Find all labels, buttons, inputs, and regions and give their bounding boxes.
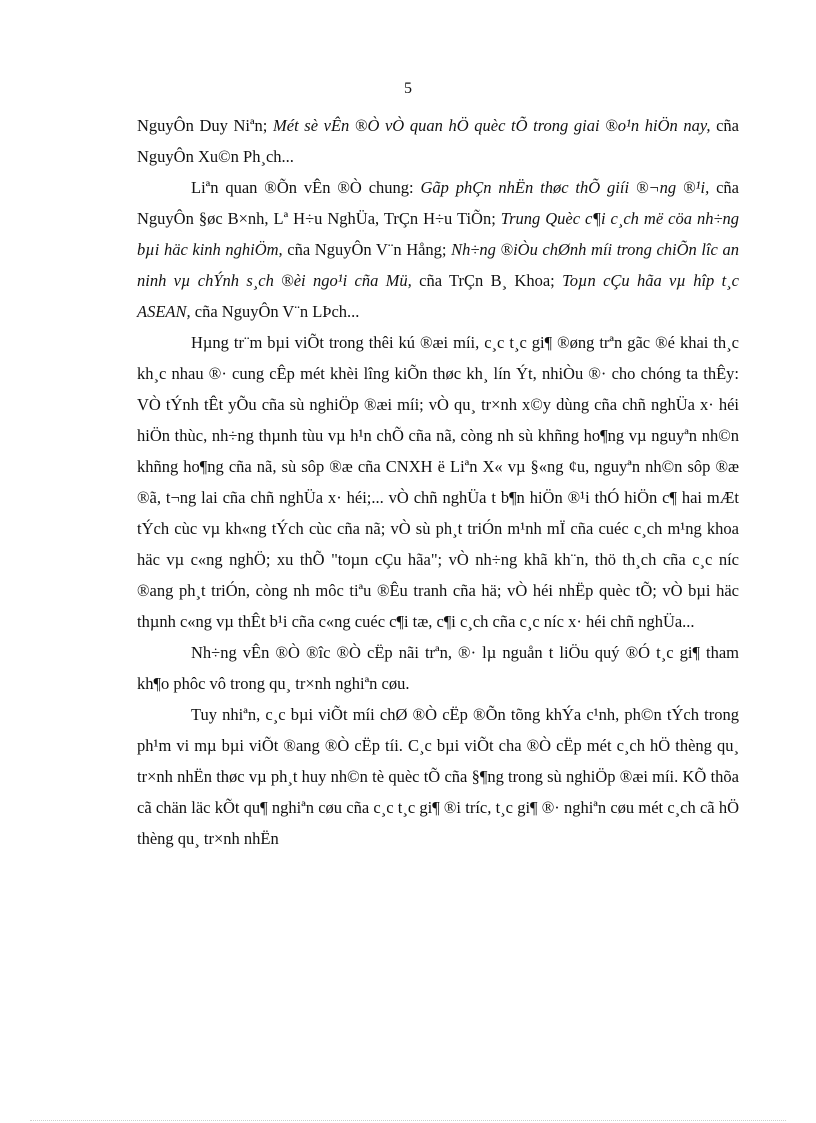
text-segment: cña NguyÔn V¨n Hång; [282,240,452,259]
body-text [137,110,739,854]
text-segment: cña NguyÔn V¨n LÞch... [190,302,360,321]
paragraph-1 [137,110,739,172]
text-segment: Tuy nhiªn, c¸c bµi viÕt míi chØ ®Ò cËp ®Õn tõng khÝa c¹nh, ph©n tÝch trong ph¹m vi mµ bµi viÕt ®ang ®Ò cËp tíi. C¸c bµi viÕt cha ®Ò cËp mét c¸ch hÖ thèng qu¸ tr×nh nhËn thøc vµ ph¸t huy nh©n tè quèc tÕ cña §¶ng trong sù nghiÖp ®æi míi. KÕ thõa cã chän läc kÕt qu¶ nghiªn cøu cña c¸c t¸c gi¶ ®i tríc, t¸c gi¶ ®· nghiªn cøu mét c¸ch cã hÖ thèng qu¸ tr×nh nhËn [137,705,739,848]
paragraph-3 [137,327,739,637]
text-segment: Hµng tr¨m bµi viÕt trong thêi kú ®æi míi, c¸c t¸c gi¶ ®øng trªn gãc ®é khai th¸c kh¸c nhau ®· cung cÊp mét khèi lîng kiÕn thøc kh¸ lín Ýt, nhiÒu ®· cho chóng ta thÊy: VÒ tÝnh tÊt yÕu cña sù nghiÖp ®æi míi; vÒ qu¸ tr×nh x©y dùng cña chñ nghÜa x· héi hiÖn thùc, nh÷ng thµnh tùu vµ h¹n chÕ cña nã, còng nh sù khñng ho¶ng vµ nguyªn nh©n khñng ho¶ng cña nã, sù sôp ®æ cña CNXH ë Liªn X« vµ §«ng ¢u, nguyªn nh©n sôp ®æ ®ã, t¬ng lai cña chñ nghÜa x· héi;... vÒ chñ nghÜa t b¶n hiÖn ®¹i thÓ hiÖn c¶ hai mÆt tÝch cùc vµ kh«ng tÝch cùc cña nã; vÒ sù ph¸t triÓn m¹nh mÏ cña cuéc c¸ch m¹ng khoa häc vµ c«ng nghÖ; xu thÕ "toµn cÇu hãa"; vÒ nh÷ng khã kh¨n, thö th¸ch cña c¸c níc ®ang ph¸t triÓn, còng nh môc tiªu ®Êu tranh cña hä; vÒ héi nhËp quèc tÕ; vÒ bµi häc thµnh c«ng vµ thÊt b¹i cña c«ng cuéc c¶i tæ, c¶i c¸ch cña c¸c níc x· héi chñ nghÜa... [137,333,739,631]
text-segment: Liªn quan ®Õn vÊn ®Ò chung: [191,178,421,197]
text-segment: cña TrÇn B¸ Khoa; [411,271,563,290]
text-segment: cña NguyÔn §øc B×nh, Lª H÷u NghÜa, TrÇn H÷u TiÕn; [137,178,739,228]
italic-title: Nh÷ng ®iÒu chØnh míi trong chiÕn lîc an ninh vµ chÝnh s¸ch ®èi ngo¹i cña Mü, [137,240,739,290]
page-bottom-rule [30,1120,786,1121]
text-segment: Nh÷ng vÊn ®Ò ®îc ®Ò cËp nãi trªn, ®· lµ nguån t liÖu quý ®Ó t¸c gi¶ tham kh¶o phôc vô trong qu¸ tr×nh nghiªn cøu. [137,643,739,693]
paragraph-4 [137,637,739,699]
italic-title: Gãp phÇn nhËn thøc thÕ giíi ®¬ng ®¹i, [420,178,710,197]
page-number: 5 [404,80,412,97]
italic-title: Mét sè vÊn ®Ò vÒ quan hÖ quèc tÕ trong giai ®o¹n hiÖn nay, [273,116,711,135]
italic-title: Toµn cÇu hãa vµ hîp t¸c ASEAN, [137,271,740,321]
paragraph-5 [137,699,739,854]
text-segment: cña NguyÔn Xu©n Ph¸ch... [137,116,739,166]
paragraph-2 [137,172,739,327]
italic-title: Trung Quèc c¶i c¸ch më cöa nh÷ng bµi häc kinh nghiÖm, [137,209,739,259]
text-segment: NguyÔn Duy Niªn; [137,116,273,135]
